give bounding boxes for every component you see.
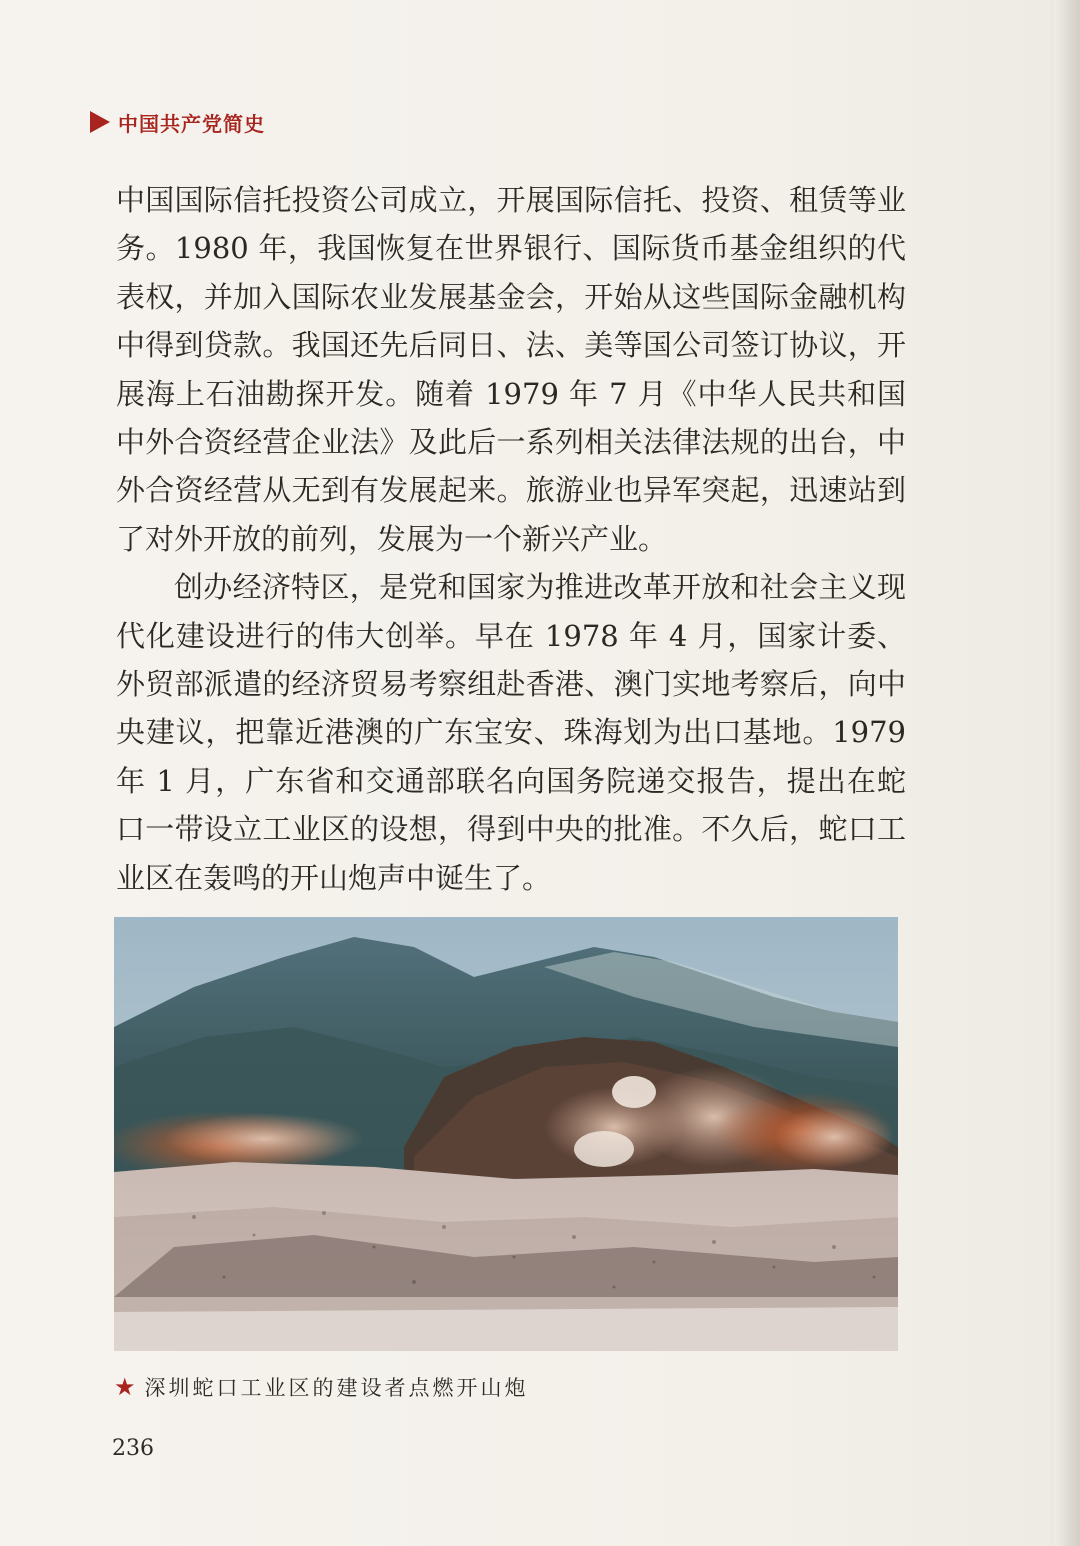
page-edge-shadow: [1054, 0, 1080, 1546]
star-icon: ★: [114, 1373, 139, 1401]
running-header: [90, 106, 265, 138]
triangle-marker-icon: [90, 111, 110, 133]
paragraph-1: 中国国际信托投资公司成立，开展国际信托、投资、租赁等业务。1980 年，我国恢复在世界银行、国际货币基金组织的代表权，并加入国际农业发展基金会，开始从这些国际金融机构中得到贷款。我国还先后同日、法、美等国公司签订协议，开展海上石油勘探开发。随着 1979 年 7 月《中华人民共和国中外合资经营企业法》及此后一系列相关法律法规的出台，中外合资经营从无到有发展起来。旅游业也异军突起，迅速站到了对外开放的前列，发展为一个新兴产业。: [116, 183, 906, 556]
blasting-photo: [114, 917, 898, 1351]
paragraph-2: 创办经济特区，是党和国家为推进改革开放和社会主义现代化建设进行的伟大创举。早在 1978 年 4 月，国家计委、外贸部派遣的经济贸易考察组赴香港、澳门实地考察后，向中央建议，把靠近港澳的广东宝安、珠海划为出口基地。1979 年 1 月，广东省和交通部联名向国务院递交报告，提出在蛇口一带设立工业区的设想，得到中央的批准。不久后，蛇口工业区在轰鸣的开山炮声中诞生了。: [116, 570, 906, 895]
caption-text: 深圳蛇口工业区的建设者点燃开山炮: [144, 1376, 529, 1400]
figure-caption: [114, 1372, 529, 1402]
page-number: 236: [112, 1436, 154, 1461]
body-text: [116, 176, 906, 902]
book-title: 中国共产党简史: [118, 111, 265, 136]
